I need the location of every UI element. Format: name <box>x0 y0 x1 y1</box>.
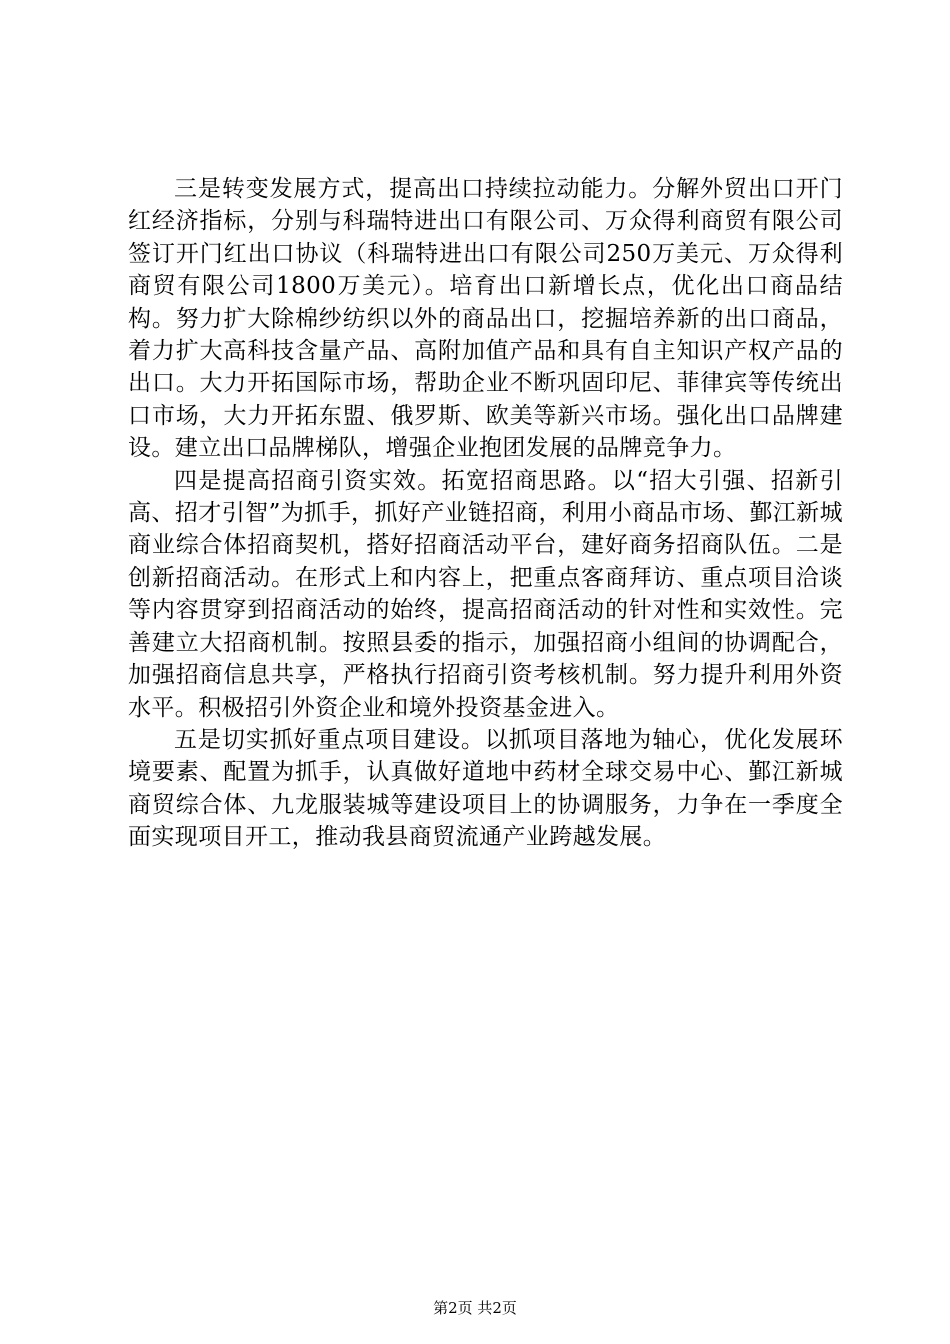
paragraph-export: 三是转变发展方式，提高出口持续拉动能力。分解外贸出口开门红经济指标，分别与科瑞特进出口有限公司、万众得利商贸有限公司签订开门红出口协议（科瑞特进出口有限公司250万美元、万众得利商贸有限公司1800万美元）。培育出口新增长点，优化出口商品结构。努力扩大除棉纱纺织以外的商品出口，挖掘培养新的出口商品，着力扩大高科技含量产品、高附加值产品和具有自主知识产权产品的出口。大力开拓国际市场，帮助企业不断巩固印尼、菲律宾等传统出口市场，大力开拓东盟、俄罗斯、欧美等新兴市场。强化出口品牌建设。建立出口品牌梯队，增强企业抱团发展的品牌竞争力。 <box>128 176 843 462</box>
page-number-footer: 第2页 共2页 <box>433 1299 517 1317</box>
document-body <box>128 173 843 854</box>
paragraph-investment: 四是提高招商引资实效。拓宽招商思路。以“招大引强、招新引高、招才引智”为抓手，抓好产业链招商，利用小商品市场、鄞江新城商业综合体招商契机，搭好招商活动平台，建好商务招商队伍。二是创新招商活动。在形式上和内容上，把重点客商拜访、重点项目洽谈等内容贯穿到招商活动的始终，提高招商活动的针对性和实效性。完善建立大招商机制。按照县委的指示，加强招商小组间的协调配合，加强招商信息共享，严格执行招商引资考核机制。努力提升利用外资水平。积极招引外资企业和境外投资基金进入。 <box>128 467 843 721</box>
paragraph-projects: 五是切实抓好重点项目建设。以抓项目落地为轴心，优化发展环境要素、配置为抓手，认真做好道地中药材全球交易中心、鄞江新城商贸综合体、九龙服装城等建设项目上的协调服务，力争在一季度全面实现项目开工，推动我县商贸流通产业跨越发展。 <box>128 726 843 851</box>
